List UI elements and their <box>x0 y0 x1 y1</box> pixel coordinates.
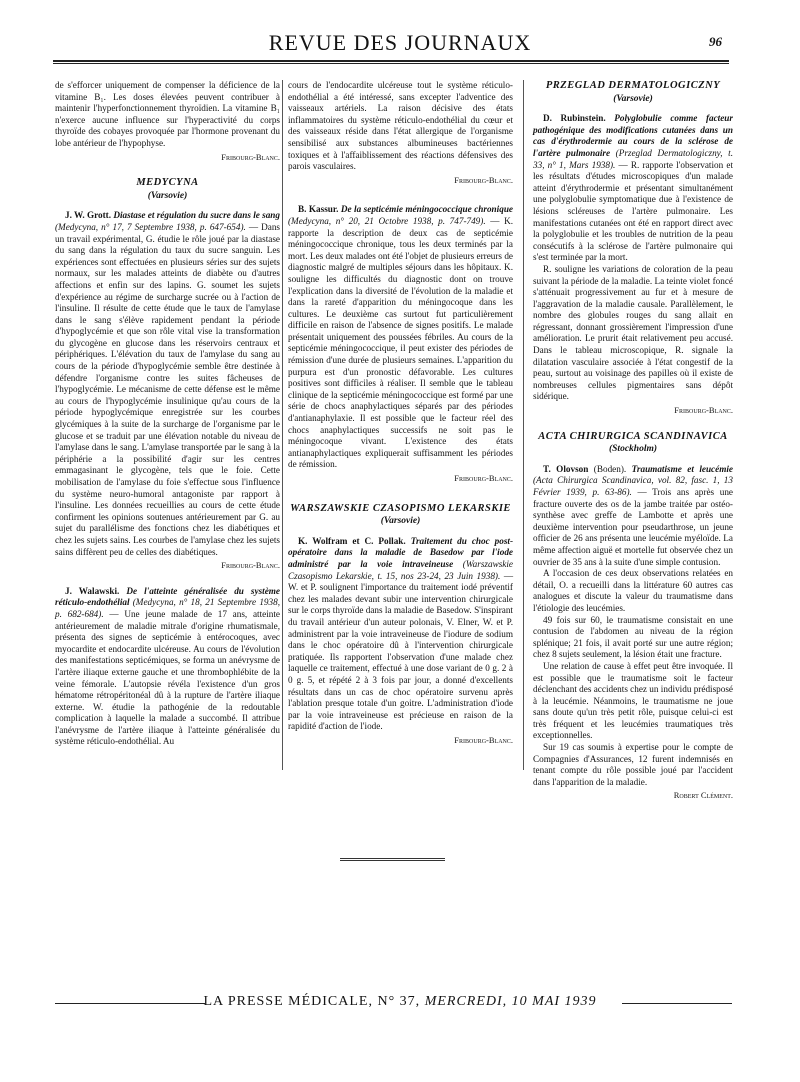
journal-name: MEDYCYNA <box>136 177 199 189</box>
publication-date: MERCREDI, 10 MAI 1939 <box>424 994 597 1009</box>
publication-name: LA PRESSE MÉDICALE, N° 37, <box>203 994 421 1009</box>
article <box>533 113 733 264</box>
journal-name: WARSZAWSKIE CZASOPISMO LEKARSKIE <box>290 502 511 514</box>
signature: Fribourg-Blanc. <box>454 473 513 483</box>
journal-name: PRZEGLAD DERMATOLOGICZNY <box>545 80 721 91</box>
article-body: — K. rapporte la description de deux cas de septicémie méningococcique chronique, tous les deux terminés par la mort. Les deux malades ont été l'objet de plusieurs erreurs de diagnostic malgré de multiples séjours dans les hôpitaux. K. souligne les difficultés du diagnostic dont on trouve l'explication dans la diversité de l'évolution de la maladie et dans la rareté d'apparition du méningocoque dans les cultures. Le deuxième cas surtout fut particulièrement difficile en raison de l'absence de signes positifs. Le malade présentait uniquement des poussées fébriles. Au cours de la septicémie méningococcique, il peut exister des périodes de rémission d'une durée de plusieurs semaines. L'apparition du purpura est d'un pronostic défavorable. Les cultures positives sont difficiles à réaliser. Il semble que le tableau clinique de la septicémie méningococcique est formé par une série de chocs anaphylactiques séparés par des périodes d'antianaphylaxie. Il est possible que le facteur réel des chocs anaphylactiques successifs ne soit pas le méningocoque vivant. L'existence des états antianaphylactiques expliquerait suffisamment les périodes de rémission. <box>288 215 513 470</box>
journal-city: (Stockholm) <box>608 444 658 455</box>
article-author: D. Rubinstein. <box>543 113 606 124</box>
article-reference: (Medycyna, n° 17, 7 Septembre 1938, p. 647-654). <box>55 221 246 232</box>
article-title: De l'atteinte généralisée du système réticulo-endothélial <box>55 585 280 608</box>
continued-text: de s'efforcer uniquement de compenser la déficience de la vitamine B₁. Les doses élevées peuvent contribuer à maintenir l'hyperfonctionnement thyroïdien. La vitamine B₁ n'exerce aucune influence sur l'hyperactivité du corps thyroïde des cobayes provoquée par l'hormone provenant du lobe antérieur de l'hypophyse. <box>55 80 280 148</box>
column-divider <box>282 80 283 770</box>
article-reference: (Acta Chirurgica Scandinavica, vol. 82, fasc. 1, 13 Février 1939, p. 63-86). <box>533 475 733 497</box>
article-title: Polyglobulie comme facteur pathogénique des modifications cutanées dans un cas d'érythrodermie au cours de la sclérose de l'artère pulmonaire <box>533 113 733 158</box>
header-rule <box>53 60 729 64</box>
article-author: J. Walawski. <box>65 585 120 596</box>
article-body: — Une jeune malade de 17 ans, atteinte antérieurement de maladie mitrale d'origine rhumatismale, présenta des signes de septicémie à entérocoques, avec myocardite et endocardite ulcéreuse. Au cours de l'évolution des manifestations septicémiques, se forma un anévrysme de l'artère iliaque externe gauche et une thrombophlébite de la veine fémorale. L'autopsie révéla l'existence d'un gros hématome rétropéritonéal dû à la rupture de l'artère iliaque externe. W. étudie la pathogénie de la redoutable complication à laquelle la malade a succombé. Il attribue l'anévrysme de l'artère iliaque à l'atteinte généralisée du système réticulo-endothélial. Au <box>55 608 281 747</box>
article-reference: (Medycyna, n° 18, 21 Septembre 1938, p. 682-684). <box>55 597 280 619</box>
signature: Fribourg-Blanc. <box>221 151 280 162</box>
article-paragraph: R. souligne les variations de coloration de la peau suivant la période de la maladie. La teinte violet foncé s'atténuait progressivement au fur et à mesure de l'aggravation de la maladie causale. Parallèlement, le nombre des globules rouges du sang allait en régressant, donnant grossièrement l'impression d'une amélioration. Le prurit était relativement peu accusé. Dans le tableau microscopique, R. signale la dilatation vasculaire associée à l'état congestif de la peau, surtout au voisinage des papilles où il existe de nombreuses cellules pigmentaires sans dépôt sidérique. <box>533 263 733 402</box>
article-paragraph: 49 fois sur 60, le traumatisme consistait en une contusion de l'abdomen au niveau de la région splénique; 21 fois, il avait porté sur une autre région; chez 8 sujets seulement, la lésion était une fracture. <box>533 614 733 660</box>
column-3 <box>533 80 733 816</box>
continued-text: cours de l'endocardite ulcéreuse tout le système réticulo-endothélial a été intéressé, sans excepter l'adventice des vaisseaux artériels. La raison décisive des états inflammatoires du système réticulo-endothélial du cœur et des vaisseaux réside dans l'état allergique de l'organisme sensibilisé aux substances albumineuses bactériennes toxiques et à l'affaiblissement des réactions défensives des parois vasculaires. <box>288 80 513 172</box>
article <box>288 536 513 733</box>
journal-city: (Varsovie) <box>613 93 653 104</box>
article-body: — R. rapporte l'observation et les résultats d'études microscopiques d'un malade atteint d'érythrodermie et présentant simultanément une polyglobulie symptomatique due à l'existence de lésions scléreuses de l'artère pulmonaire. Les manifestations cutanées ont été en rapport direct avec la polyglobulie et les troubles de nutrition de la peau consécutifs à la sclérose de l'artère pulmonaire qui s'est terminée par la mort. <box>533 159 733 263</box>
article-author: J. W. Grott. <box>65 210 112 221</box>
signature: Robert Clément. <box>673 790 733 801</box>
article-reference: (Warszawskie Czasopismo Lekarskie, t. 15, nos 23-24, 23 Juin 1938). <box>288 558 513 581</box>
article-title: De la septicémie méningococcique chronique <box>340 204 514 215</box>
section-end-rule <box>340 858 445 861</box>
article-body: — W. et P. soulignent l'importance du traitement iodé préventif chez les malades devant subir une intervention chirurgicale sur le corps thyroïde dans la maladie de Basedow. S'inspirant du travail antérieur d'un auteur polonais, V. Elner, W. et P. administrent par la voie intraveineuse de l'iodure de sodium dans le choc opératoire dû à l'intervention chirurgicale pratiquée. Ils rapportent l'observation d'une malade chez laquelle ce traitement, effectué à une dose variant de 0 g. 2 à 0 g. 5, et répété 2 à 3 fois par jour, a donné d'excellents résultats dans un cas de choc opératoire survenu après l'ablation presque totale d'un goitre. L'administration d'iode par la voie intraveineuse est précieuse en raison de la rapidité d'action de l'iode. <box>288 570 514 732</box>
signature: Fribourg-Blanc. <box>454 734 513 745</box>
article-paragraph: A l'occasion de ces deux observations relatées en détail, O. a recueilli dans la littérature 60 autres cas analogues et discute la valeur du traumatisme dans l'étiologie des leucémies. <box>533 568 733 613</box>
article-paragraph: Une relation de cause à effet peut être invoquée. Il est possible que le traumatisme soit le facteur déclenchant des accidents chez un individu prédisposé à la leucémie. Néanmoins, le traumatisme ne joue sans doute qu'un très petit rôle, puisque celui-ci est très fréquent et les leucémies traumatiques très exceptionnelles. <box>533 660 734 741</box>
article-body: — Dans un travail expérimental, G. étudie le rôle joué par la diastase du sang dans la régulation du taux du sucre sanguin. Les expériences sont effectuées en plusieurs séries sur des sujets normaux, sur les malades atteints de diabète ou d'autres affections et enfin sur des lapins. G. soumet les sujets d'expérience au régime de surcharge sucrée ou à l'action de l'insuline. Il résulte de cette étude que le taux de l'amylase dans le sang s'élève rapidement pendant la période d'hypoglycémie et que son rôle vital vise la transformation du glycogène en glucose dans les réservoirs centraux et périphériques. L'élévation du taux de l'amylase du sang au cours de la période d'hypoglycémie semble être destinée à défendre l'organisme contre les suites fâcheuses de l'hypoglycémie. Le mécanisme de cette défense est le même au cours de l'hypoglycémie insulinique qu'au cours de la période hypoglycémique enregistrée sur les courbes glycémiques à la suite de la surcharge de l'organisme par le glucose et se traduit par une élévation notable du niveau de l'amylase dans le sang. L'amylase transportée par le sang à la périphérie a la possibilité d'agir sur les centres emmagasinant le glycogène, tels que le foie. Cette mobilisation de l'amylase du foie s'effectue sous l'influence du système neuro-humoral antagoniste par rapport à l'insuline. Les données recueillies au cours de cette étude confirment les opinions soutenues antérieurement par G. au sujet du parallélisme des fonctions chez les diabétiques et chez les sujets sains. Les courbes de l'amylase chez les sujets sains diffèrent peu de celles des diabétiques. <box>55 221 280 557</box>
article <box>288 204 513 471</box>
page-title: REVUE DES JOURNAUX <box>268 30 532 55</box>
article-author: B. Kassur. <box>298 204 339 215</box>
article-reference: (Medycyna, n° 20, 21 Octobre 1938, p. 747-749). <box>288 215 486 226</box>
page-number: 96 <box>709 34 722 49</box>
column-2 <box>288 80 513 760</box>
article-title: Diastase et régulation du sucre dans le sang <box>113 210 280 221</box>
article-author: K. Wolfram et C. Pollak. <box>298 535 406 546</box>
article-paragraph: Sur 19 cas soumis à expertise pour le compte de Compagnies d'Assurances, 12 furent indemnisés en tenant compte du rôle possible joué par l'accident dans l'apparition de la maladie. <box>533 742 733 787</box>
signature: Fribourg-Blanc. <box>221 560 280 571</box>
article-author: T. Olovson <box>543 463 589 474</box>
journal-city: (Varsovie) <box>147 190 188 201</box>
signature: Fribourg-Blanc. <box>674 405 733 416</box>
journal-name: ACTA CHIRURGICA SCANDINAVICA <box>538 430 728 442</box>
article <box>533 464 733 568</box>
article-title: Traitement du choc post-opératoire dans la maladie de Basedow par l'iode administré par la voie intraveineuse <box>288 535 514 569</box>
article-title: Traumatisme et leucémie <box>631 463 733 474</box>
article <box>55 586 280 748</box>
article-place: (Boden). <box>593 463 627 474</box>
column-divider <box>523 80 524 770</box>
journal-city: (Varsovie) <box>380 516 421 527</box>
article-reference: (Przeglad Dermatologiczny, t. 33, n° 1, Mars 1938). <box>533 147 733 170</box>
article-body: — Trois ans après une fracture ouverte des os de la jambe traitée par ostéo-synthèse avec greffe de Lambotte et après une deuxième intervention pour pseudarthrose, un jeune officier de 26 ans présenta une leucémie myéloïde. La même affection aiguë et mortelle fut observée chez un ouvrier de 35 ans à la suite d'une simple contusion. <box>533 487 734 567</box>
page-footer <box>0 994 800 1010</box>
signature: Fribourg-Blanc. <box>454 174 513 185</box>
column-1 <box>55 80 280 748</box>
article <box>55 210 280 558</box>
